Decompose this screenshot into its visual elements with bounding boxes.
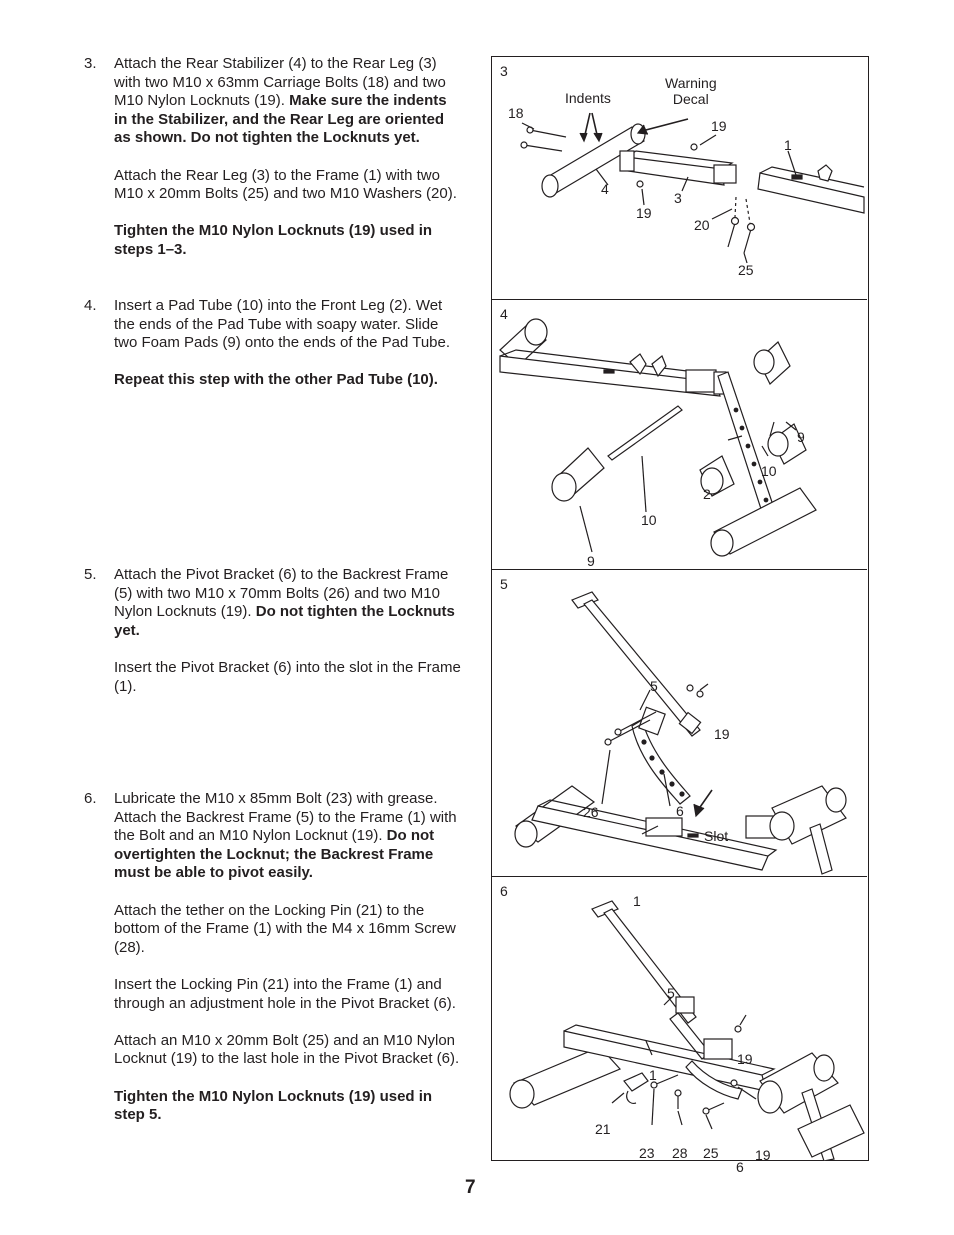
label-19: 19 <box>711 118 727 134</box>
step-5 <box>84 566 464 696</box>
panel-number: 3 <box>500 63 508 79</box>
step-body <box>114 790 464 1125</box>
label-20: 20 <box>694 217 710 233</box>
label-slot: Slot <box>704 828 729 844</box>
label-10: 10 <box>641 512 657 528</box>
text-run: Attach an M10 x 20mm Bolt (25) and an M10 Nylon Locknut (19) to the last hole in the Pivot Bracket (6). <box>114 1031 460 1068</box>
label-9: 9 <box>797 429 805 445</box>
bold-text-run: Do not tighten the Locknuts yet. <box>114 603 455 639</box>
text-run: Attach the tether on the Locking Pin (21) to the bottom of the Frame (1) with the M4 x 16mm Screw (28). <box>114 901 456 956</box>
step-body <box>114 566 464 696</box>
step-body <box>114 297 464 390</box>
panel-number: 5 <box>500 576 508 592</box>
step-number: 3. <box>84 55 97 72</box>
step-paragraph <box>114 902 464 958</box>
step-paragraph <box>114 976 464 1013</box>
label-indents: Indents <box>565 90 611 106</box>
diagram-panel-6 <box>492 877 867 1175</box>
label-6: 6 <box>676 803 684 819</box>
page-number: 7 <box>465 1177 476 1198</box>
label-5: 5 <box>667 985 675 1001</box>
label-19: 19 <box>636 205 652 221</box>
label-25: 25 <box>703 1145 719 1161</box>
step-6 <box>84 790 464 1125</box>
step-paragraph <box>114 222 464 259</box>
label-5: 5 <box>650 678 658 694</box>
text-run: Attach the Rear Stabilizer (4) to the Rear Leg (3) with two M10 x 63mm Carriage Bolts (18) and two M10 Nylon Locknuts (19). <box>114 55 446 110</box>
bold-text-run: Tighten the M10 Nylon Locknuts (19) used in step 5. <box>114 1087 433 1124</box>
label-28: 28 <box>672 1145 688 1161</box>
label-1: 1 <box>633 893 641 909</box>
step-paragraph <box>114 790 464 883</box>
diagram-panel-4 <box>492 300 867 570</box>
label-25: 25 <box>738 262 754 278</box>
step-number: 6. <box>84 790 97 807</box>
label-26: 26 <box>583 804 599 820</box>
label-3: 3 <box>674 190 682 206</box>
label-6: 6 <box>736 1159 744 1175</box>
text-run: Attach the Rear Leg (3) to the Frame (1) with two M10 x 20mm Bolts (25) and two M10 Washers (20). <box>114 166 457 203</box>
pad-tube-assembly-illustration <box>492 300 867 569</box>
step-number: 4. <box>84 297 97 314</box>
label-2: 2 <box>703 486 711 502</box>
step-paragraph <box>114 1032 464 1069</box>
backrest-frame-assembly-illustration <box>492 877 867 1161</box>
panel-number: 4 <box>500 306 508 322</box>
diagram-column <box>491 56 869 1175</box>
label-warning-decal: Warning Decal <box>665 75 717 107</box>
step-paragraph <box>114 659 464 696</box>
step-paragraph <box>114 1088 464 1125</box>
bold-text-run: Do not overtighten the Locknut; the Backrest Frame must be able to pivot easily. <box>114 827 435 882</box>
text-run: Insert a Pad Tube (10) into the Front Leg (2). Wet the ends of the Pad Tube with soapy water. Slide two Foam Pads (9) onto the ends of the Pad Tube. <box>114 297 451 352</box>
text-run: Attach the Pivot Bracket (6) to the Backrest Frame (5) with two M10 x 70mm Bolts (26) and two M10 Nylon Locknuts (19). <box>114 566 449 621</box>
text-run: Insert the Pivot Bracket (6) into the slot in the Frame (1). <box>114 658 461 695</box>
label-4: 4 <box>601 181 609 197</box>
diagram-panel-5 <box>492 570 867 909</box>
text-run: Lubricate the M10 x 85mm Bolt (23) with grease. Attach the Backrest Frame (5) to the Frame (1) with the Bolt and an M10 Nylon Locknut (19). <box>114 790 457 845</box>
step-4 <box>84 297 464 390</box>
pivot-bracket-assembly-illustration <box>492 570 867 876</box>
label-19: 19 <box>737 1051 753 1067</box>
label-10: 10 <box>761 463 777 479</box>
label-1: 1 <box>649 1067 657 1083</box>
label-18: 18 <box>508 105 524 121</box>
bold-text-run: Repeat this step with the other Pad Tube (10). <box>114 371 438 389</box>
step-paragraph <box>114 55 464 148</box>
step-number: 5. <box>84 566 97 583</box>
step-3 <box>84 55 464 260</box>
step-paragraph <box>114 167 464 204</box>
label-1: 1 <box>784 137 792 153</box>
bold-text-run: Tighten the M10 Nylon Locknuts (19) used in steps 1–3. <box>114 222 433 258</box>
panel-number: 6 <box>500 883 508 899</box>
step-paragraph <box>114 297 464 353</box>
label-19: 19 <box>714 726 730 742</box>
step-body <box>114 55 464 260</box>
label-19: 19 <box>755 1147 771 1163</box>
bold-text-run: Make sure the indents in the Stabilizer, and the Rear Leg are oriented as shown. Do not tighten the Locknuts yet. <box>114 92 447 147</box>
label-9: 9 <box>587 553 595 569</box>
label-23: 23 <box>639 1145 655 1161</box>
diagram-panel-3 <box>492 57 867 300</box>
step-paragraph <box>114 566 464 640</box>
step-paragraph <box>114 371 464 390</box>
label-21: 21 <box>595 1121 611 1137</box>
text-run: Insert the Locking Pin (21) into the Frame (1) and through an adjustment hole in the Pivot Bracket (6). <box>114 975 456 1012</box>
